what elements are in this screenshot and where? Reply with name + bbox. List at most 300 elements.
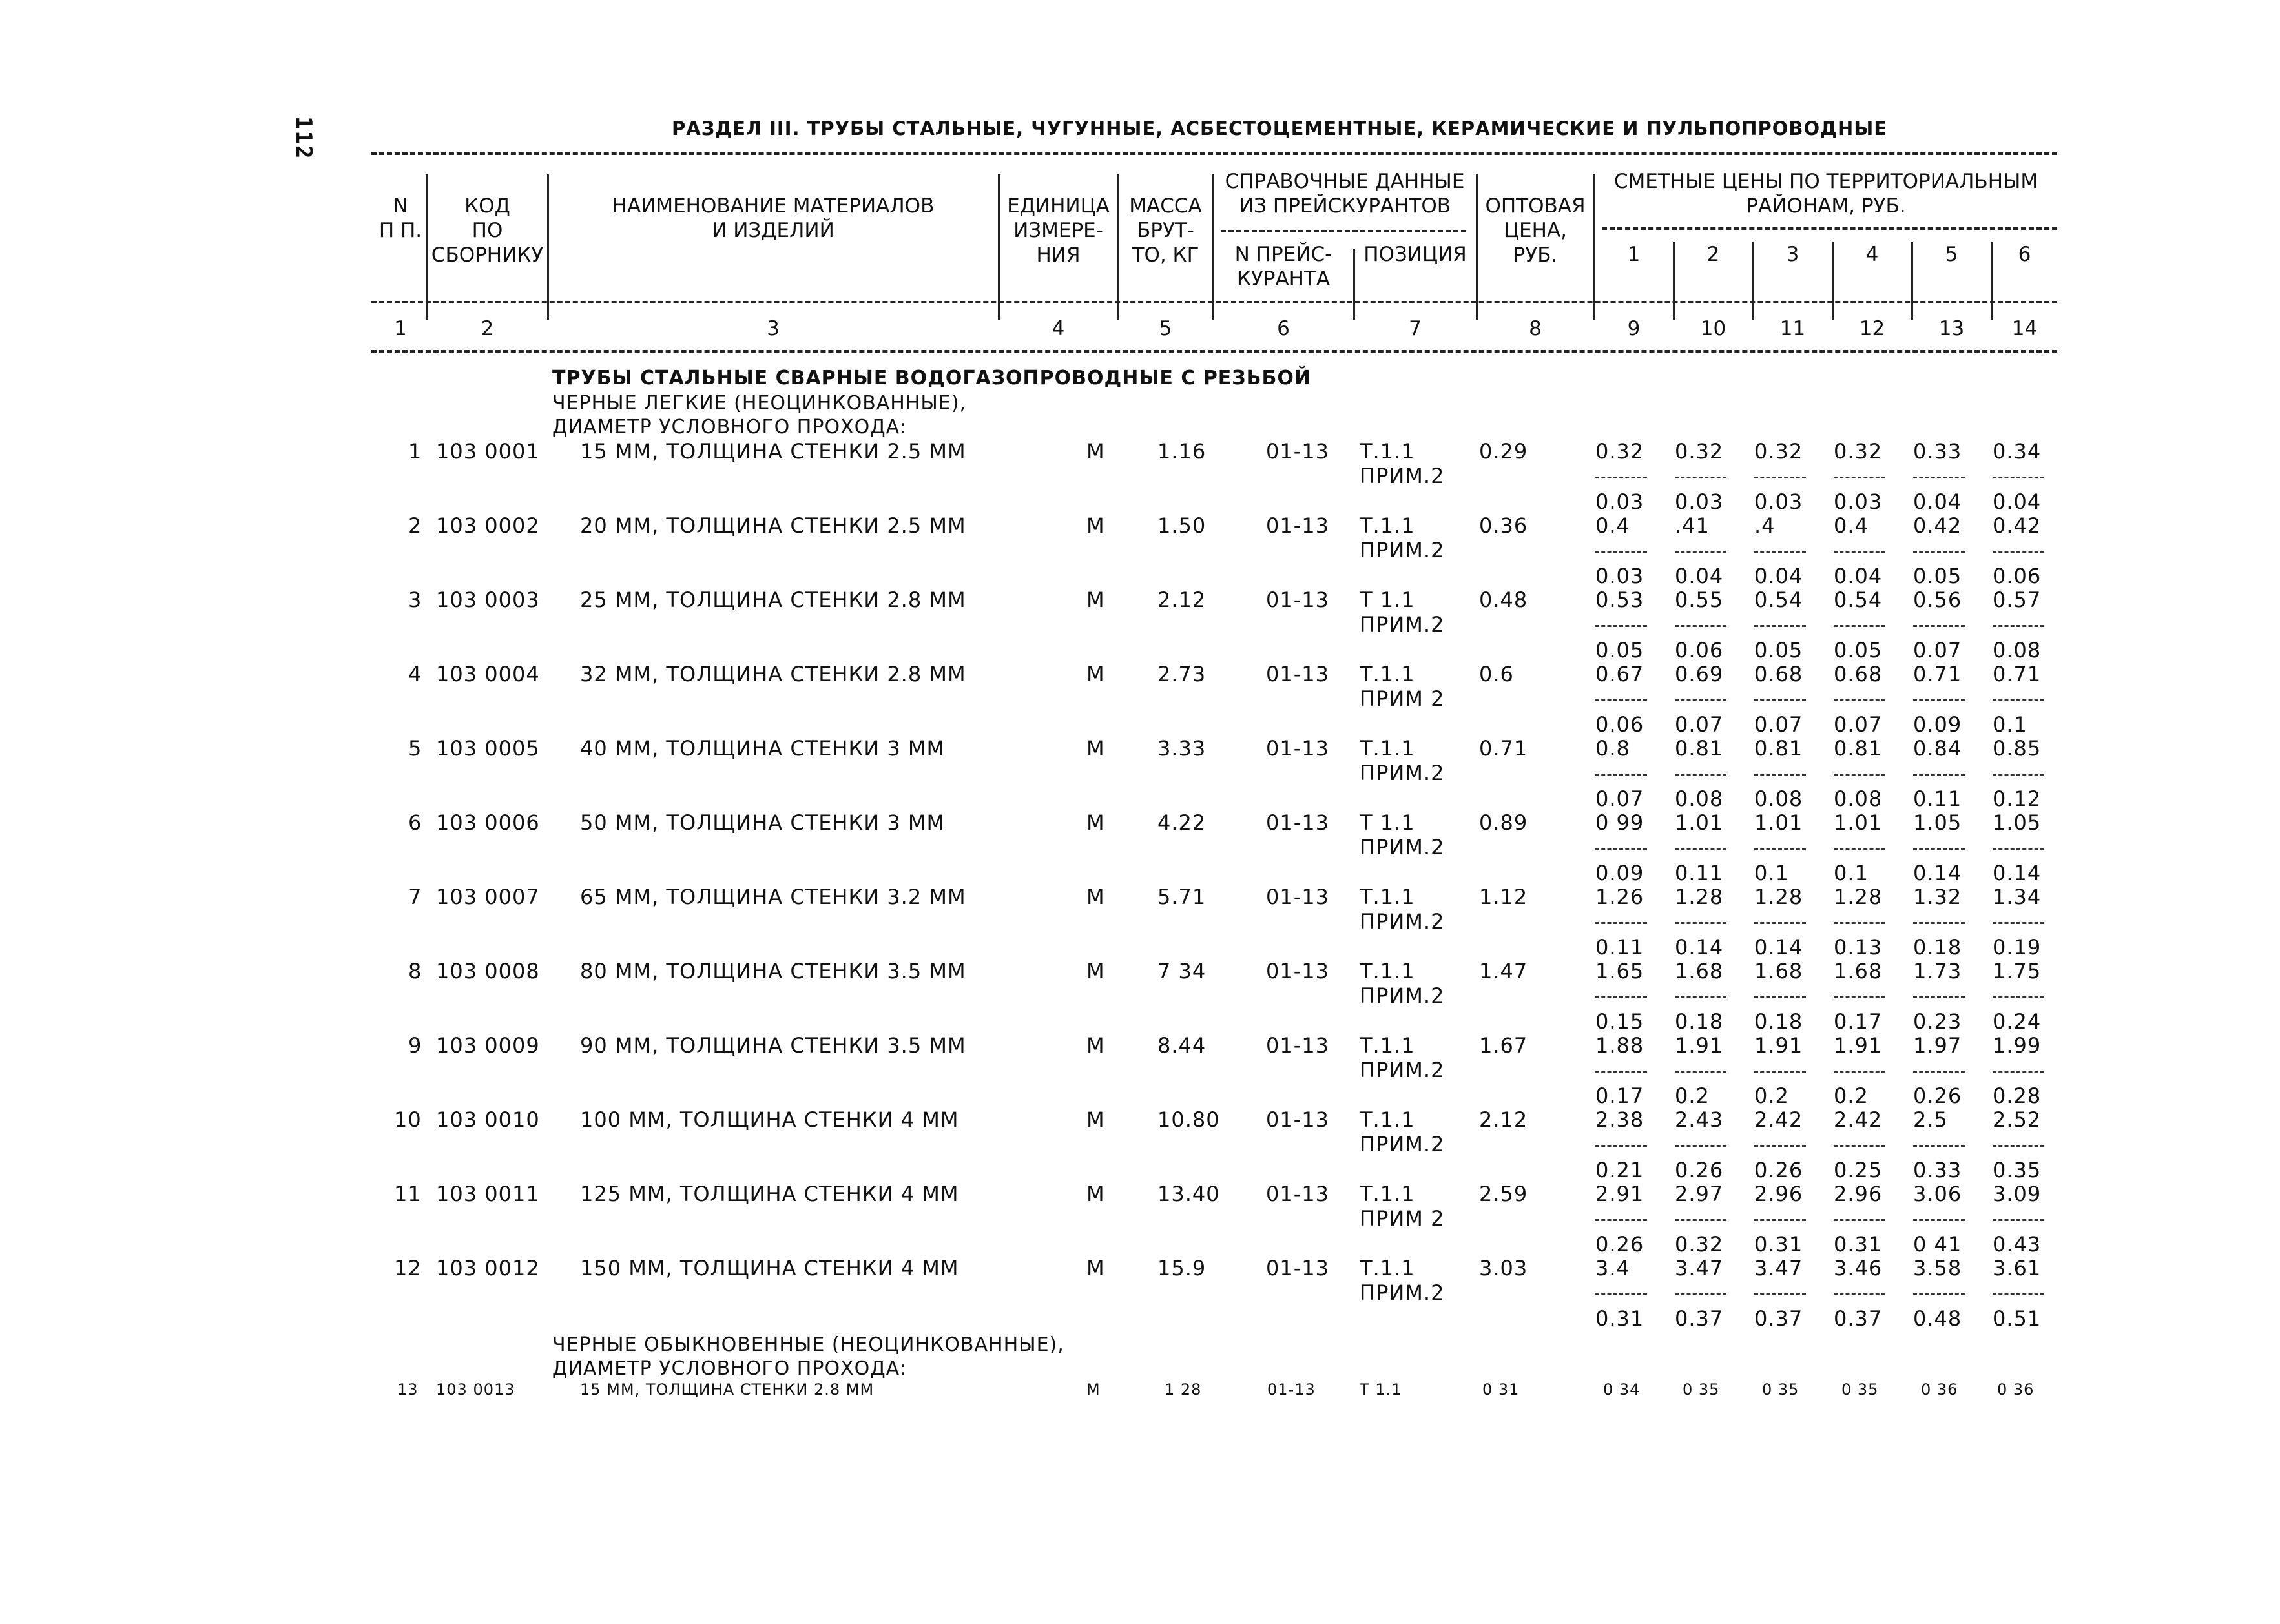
row-pricelist: 01-13	[1267, 1381, 1316, 1399]
colnum: 5	[1159, 317, 1172, 340]
row-region-extra-6: 0.43	[1993, 1232, 2042, 1257]
row-n: 12	[394, 1256, 422, 1280]
row-position: Т.1.1	[1360, 439, 1415, 464]
row-pricelist: 01-13	[1266, 959, 1329, 983]
fraction-line	[1834, 477, 1885, 478]
row-code: 103 0012	[436, 1256, 540, 1280]
fraction-line	[1675, 551, 1726, 553]
row-mass: 2.12	[1157, 588, 1207, 612]
fraction-line	[1754, 551, 1806, 553]
row-region-price-3: 1.91	[1754, 1033, 1803, 1058]
row-name: 80 ММ, ТОЛЩИНА СТЕНКИ 3.5 ММ	[580, 959, 966, 983]
row-region-extra-2: 0.06	[1675, 638, 1724, 663]
row-region-price-5: 3.58	[1913, 1256, 1962, 1280]
row-name: 20 ММ, ТОЛЩИНА СТЕНКИ 2.5 ММ	[580, 513, 966, 538]
row-region-extra-2: 0.14	[1675, 935, 1724, 960]
row-position: Т.1.1	[1360, 959, 1415, 983]
fraction-line	[1675, 699, 1726, 701]
row-n: 3	[408, 588, 422, 612]
row-region-price-2: 0.32	[1675, 439, 1724, 464]
row-unit: М	[1086, 439, 1105, 464]
row-unit: М	[1086, 588, 1105, 612]
row-position: Т.1.1	[1360, 1107, 1415, 1132]
fraction-line	[1913, 477, 1965, 478]
fraction-line	[1675, 625, 1726, 627]
row-region-extra-5: 0.48	[1913, 1306, 1962, 1331]
fraction-line	[1993, 625, 2044, 627]
header-region-4: 4	[1865, 243, 1879, 266]
row-position: Т.1.1	[1360, 736, 1415, 761]
fraction-line	[1675, 848, 1726, 850]
row-code: 103 0005	[436, 736, 540, 761]
fraction-line	[1595, 1293, 1647, 1295]
table-row	[0, 736, 2280, 810]
row-region-extra-6: 0.35	[1993, 1158, 2042, 1182]
row-mass: 2.73	[1157, 662, 1207, 686]
header-region-6: 6	[2018, 243, 2031, 266]
table-row	[0, 885, 2280, 959]
header-region-5: 5	[1945, 243, 1958, 266]
fraction-line	[1595, 1145, 1647, 1147]
row-unit: М	[1086, 1107, 1105, 1132]
row-region-price-5: 0.56	[1913, 588, 1962, 612]
fraction-line	[1754, 699, 1806, 701]
row-pricelist: 01-13	[1266, 513, 1329, 538]
fraction-line	[1913, 1071, 1965, 1073]
row-name: 40 ММ, ТОЛЩИНА СТЕНКИ 3 ММ	[580, 736, 946, 761]
row-position: Т.1.1	[1360, 1256, 1415, 1280]
row-region-extra-5: 0.18	[1913, 935, 1962, 960]
row-region-1: 0 34	[1603, 1381, 1641, 1399]
row-region-extra-1: 0.31	[1595, 1306, 1644, 1331]
row-region-extra-1: 0.03	[1595, 564, 1644, 588]
fraction-line	[1754, 1071, 1806, 1073]
row-region-price-1: 1.88	[1595, 1033, 1644, 1058]
row-region-extra-3: 0.08	[1754, 786, 1803, 811]
row-region-extra-5: 0.11	[1913, 786, 1962, 811]
row-region-price-6: 0.57	[1993, 588, 2042, 612]
row-name: 15 ММ, ТОЛЩИНА СТЕНКИ 2.5 ММ	[580, 439, 966, 464]
row-region-price-5: 1.32	[1913, 885, 1962, 909]
row-region-price-1: 2.38	[1595, 1107, 1644, 1132]
fraction-line	[1834, 551, 1885, 553]
row-code: 103 0013	[436, 1381, 515, 1399]
fraction-line	[1595, 477, 1647, 478]
subsection-1-line-1: ЧЕРНЫЕ ЛЕГКИЕ (НЕОЦИНКОВАННЫЕ),	[552, 392, 967, 415]
row-n: 4	[408, 662, 422, 686]
table-row	[0, 588, 2280, 662]
row-region-price-6: 1.34	[1993, 885, 2042, 909]
fraction-line	[1595, 551, 1647, 553]
row-region-extra-5: 0.04	[1913, 489, 1962, 514]
fraction-line	[1595, 625, 1647, 627]
row-region-price-1: 1.26	[1595, 885, 1644, 909]
header-region-2: 2	[1706, 243, 1720, 266]
row-region-price-3: 1.28	[1754, 885, 1803, 909]
row-region-6: 0 36	[1997, 1381, 2035, 1399]
row-region-price-4: 1.91	[1834, 1033, 1883, 1058]
row-n: 2	[408, 513, 422, 538]
row-region-price-2: 0.69	[1675, 662, 1724, 686]
row-pricelist: 01-13	[1266, 1256, 1329, 1280]
fraction-line	[1993, 1071, 2044, 1073]
row-region-price-1: 2.91	[1595, 1182, 1644, 1206]
fraction-line	[1675, 996, 1726, 998]
row-region-extra-2: 0.08	[1675, 786, 1724, 811]
row-region-price-3: 1.68	[1754, 959, 1803, 983]
row-unit: М	[1086, 1182, 1105, 1206]
row-region-price-6: 0.42	[1993, 513, 2042, 538]
row-region-price-4: 1.68	[1834, 959, 1883, 983]
fraction-line	[1913, 551, 1965, 553]
row-region-extra-3: 0.31	[1754, 1232, 1803, 1257]
row-wholesale-price: 0.36	[1479, 513, 1528, 538]
row-region-extra-3: 0.14	[1754, 935, 1803, 960]
fraction-line	[1993, 774, 2044, 776]
row-name: 65 ММ, ТОЛЩИНА СТЕНКИ 3.2 ММ	[580, 885, 966, 909]
row-region-extra-4: 0.2	[1834, 1084, 1869, 1108]
row-region-extra-1: 0.03	[1595, 489, 1644, 514]
row-region-price-5: 0.33	[1913, 439, 1962, 464]
row-pricelist: 01-13	[1266, 810, 1329, 835]
page-number: 112	[291, 116, 316, 160]
row-region-extra-3: 0.37	[1754, 1306, 1803, 1331]
section-title: РАЗДЕЛ III. ТРУБЫ СТАЛЬНЫЕ, ЧУГУННЫЕ, АСБЕСТОЦЕМЕНТНЫЕ, КЕРАМИЧЕСКИЕ И ПУЛЬПОПРОВОДНЫЕ	[672, 118, 1888, 139]
row-wholesale-price: 0.48	[1479, 588, 1528, 612]
row-region-price-2: 0.55	[1675, 588, 1724, 612]
fraction-line	[1834, 774, 1885, 776]
row-unit: М	[1086, 885, 1105, 909]
colnum: 8	[1529, 317, 1542, 340]
row-name: 32 ММ, ТОЛЩИНА СТЕНКИ 2.8 ММ	[580, 662, 966, 686]
row-region-4: 0 35	[1841, 1381, 1879, 1399]
fraction-line	[1913, 848, 1965, 850]
row-unit: М	[1086, 513, 1105, 538]
row-code: 103 0002	[436, 513, 540, 538]
row-position-note: ПРИМ.2	[1360, 538, 1445, 562]
colnum: 4	[1052, 317, 1065, 340]
row-region-extra-6: 0.06	[1993, 564, 2042, 588]
row-name: 100 ММ, ТОЛЩИНА СТЕНКИ 4 ММ	[580, 1107, 959, 1132]
row-region-price-4: 0.32	[1834, 439, 1883, 464]
row-region-extra-3: 0.26	[1754, 1158, 1803, 1182]
fraction-line	[1595, 774, 1647, 776]
row-region-extra-3: 0.03	[1754, 489, 1803, 514]
row-position: Т.1.1	[1360, 513, 1415, 538]
row-name: 125 ММ, ТОЛЩИНА СТЕНКИ 4 ММ	[580, 1182, 959, 1206]
row-region-2: 0 35	[1683, 1381, 1720, 1399]
row-region-extra-2: 0.37	[1675, 1306, 1724, 1331]
table-row	[0, 810, 2280, 885]
row-region-price-2: 3.47	[1675, 1256, 1724, 1280]
fraction-line	[1675, 477, 1726, 478]
row-region-extra-3: 0.2	[1754, 1084, 1789, 1108]
row-region-extra-2: 0.04	[1675, 564, 1724, 588]
row-code: 103 0004	[436, 662, 540, 686]
row-wholesale-price: 1.67	[1479, 1033, 1528, 1058]
row-region-extra-4: 0.08	[1834, 786, 1883, 811]
row-code: 103 0006	[436, 810, 540, 835]
table-row	[0, 662, 2280, 736]
row-position: Т 1.1	[1360, 1381, 1402, 1399]
header-regions-group: СМЕТНЫЕ ЦЕНЫ ПО ТЕРРИТОРИАЛЬНЫМ РАЙОНАМ, РУБ.	[1613, 170, 2038, 218]
row-position-note: ПРИМ 2	[1360, 686, 1445, 711]
row-n: 9	[408, 1033, 422, 1058]
row-region-price-1: 3.4	[1595, 1256, 1630, 1280]
row-region-extra-2: 0.11	[1675, 861, 1724, 885]
row-mass: 1.16	[1157, 439, 1207, 464]
fraction-line	[1834, 922, 1885, 924]
row-region-price-6: 1.75	[1993, 959, 2042, 983]
row-region-price-5: 1.73	[1913, 959, 1962, 983]
fraction-line	[1595, 922, 1647, 924]
fraction-line	[1754, 625, 1806, 627]
rule-header-bottom	[371, 350, 2057, 353]
colnum: 14	[2011, 317, 2038, 340]
row-region-price-6: 3.61	[1993, 1256, 2042, 1280]
row-region-extra-4: 0.04	[1834, 564, 1883, 588]
row-pricelist: 01-13	[1266, 1182, 1329, 1206]
row-region-price-1: 0.32	[1595, 439, 1644, 464]
row-position: Т 1.1	[1360, 810, 1415, 835]
row-unit: М	[1086, 1256, 1105, 1280]
table-row	[0, 439, 2280, 513]
row-region-extra-5: 0.26	[1913, 1084, 1962, 1108]
row-position-note: ПРИМ.2	[1360, 1280, 1445, 1305]
row-position-note: ПРИМ.2	[1360, 835, 1445, 859]
row-region-price-6: 1.05	[1993, 810, 2042, 835]
row-pricelist: 01-13	[1266, 736, 1329, 761]
row-region-extra-1: 0.07	[1595, 786, 1644, 811]
header-col4: ЕДИНИЦА ИЗМЕРЕ- НИЯ	[1007, 194, 1110, 267]
fraction-line	[1993, 996, 2044, 998]
row-position-note: ПРИМ.2	[1360, 761, 1445, 785]
rule-sub	[1602, 227, 2057, 230]
fraction-line	[1754, 1145, 1806, 1147]
row-position: Т.1.1	[1360, 885, 1415, 909]
header-col1: N П П.	[378, 194, 422, 242]
row-region-extra-4: 0.17	[1834, 1009, 1883, 1034]
row-mass: 13.40	[1157, 1182, 1220, 1206]
row-region-price-2: 2.43	[1675, 1107, 1724, 1132]
row-region-extra-1: 0.11	[1595, 935, 1644, 960]
row-region-price-2: 1.68	[1675, 959, 1724, 983]
colnum: 1	[394, 317, 407, 340]
row-code: 103 0003	[436, 588, 540, 612]
row-unit: М	[1086, 1033, 1105, 1058]
row-name: 150 ММ, ТОЛЩИНА СТЕНКИ 4 ММ	[580, 1256, 959, 1280]
row-region-extra-3: 0.05	[1754, 638, 1803, 663]
row-region-price-2: 2.97	[1675, 1182, 1724, 1206]
table-row	[0, 1107, 2280, 1182]
row-region-price-1: 1.65	[1595, 959, 1644, 983]
colnum: 9	[1627, 317, 1641, 340]
row-region-price-5: 0.42	[1913, 513, 1962, 538]
fraction-line	[1754, 848, 1806, 850]
table-row	[0, 1033, 2280, 1107]
row-code: 103 0011	[436, 1182, 540, 1206]
fraction-line	[1993, 1293, 2044, 1295]
colnum: 3	[767, 317, 780, 340]
fraction-line	[1993, 922, 2044, 924]
row-region-extra-6: 0.1	[1993, 712, 2027, 737]
row-region-price-1: 0 99	[1595, 810, 1644, 835]
colnum: 6	[1277, 317, 1290, 340]
fraction-line	[1993, 1219, 2044, 1221]
row-region-price-6: 3.09	[1993, 1182, 2042, 1206]
row-code: 103 0010	[436, 1107, 540, 1132]
row-region-extra-5: 0.05	[1913, 564, 1962, 588]
row-region-price-4: 0.4	[1834, 513, 1869, 538]
row-region-price-5: 2.5	[1913, 1107, 1948, 1132]
header-col3: НАИМЕНОВАНИЕ МАТЕРИАЛОВ И ИЗДЕЛИЙ	[612, 194, 935, 242]
row-region-price-6: 2.52	[1993, 1107, 2042, 1132]
row-position: Т 1.1	[1360, 588, 1415, 612]
fraction-line	[1834, 848, 1885, 850]
row-region-extra-1: 0.17	[1595, 1084, 1644, 1108]
row-region-price-5: 1.97	[1913, 1033, 1962, 1058]
fraction-line	[1993, 1145, 2044, 1147]
colnum: 13	[1938, 317, 1965, 340]
row-region-extra-5: 0 41	[1913, 1232, 1962, 1257]
row-region-extra-2: 0.07	[1675, 712, 1724, 737]
fraction-line	[1913, 1293, 1965, 1295]
fraction-line	[1834, 996, 1885, 998]
fraction-line	[1834, 1293, 1885, 1295]
fraction-line	[1595, 848, 1647, 850]
row-mass: 10.80	[1157, 1107, 1220, 1132]
row-pricelist: 01-13	[1266, 662, 1329, 686]
row-position-note: ПРИМ.2	[1360, 983, 1445, 1008]
row-n: 8	[408, 959, 422, 983]
row-region-price-1: 0.53	[1595, 588, 1644, 612]
row-region-price-6: 0.85	[1993, 736, 2042, 761]
fraction-line	[1675, 1293, 1726, 1295]
fraction-line	[1834, 1219, 1885, 1221]
fraction-line	[1834, 625, 1885, 627]
fraction-line	[1675, 922, 1726, 924]
rule-numbers	[371, 301, 2057, 303]
row-region-extra-1: 0.21	[1595, 1158, 1644, 1182]
row-code: 103 0009	[436, 1033, 540, 1058]
header-col67: СПРАВОЧНЫЕ ДАННЫЕ ИЗ ПРЕЙСКУРАНТОВ	[1225, 170, 1465, 218]
row-region-extra-4: 0.37	[1834, 1306, 1883, 1331]
fraction-line	[1913, 774, 1965, 776]
row-mass: 1.50	[1157, 513, 1207, 538]
row-region-price-1: 0.8	[1595, 736, 1630, 761]
fraction-line	[1913, 1145, 1965, 1147]
row-mass: 15.9	[1157, 1256, 1207, 1280]
row-region-extra-6: 0.14	[1993, 861, 2042, 885]
row-region-price-1: 0.4	[1595, 513, 1630, 538]
fraction-line	[1993, 699, 2044, 701]
row-name: 50 ММ, ТОЛЩИНА СТЕНКИ 3 ММ	[580, 810, 946, 835]
fraction-line	[1993, 848, 2044, 850]
fraction-line	[1754, 922, 1806, 924]
row-region-extra-3: 0.18	[1754, 1009, 1803, 1034]
row-region-5: 0 36	[1921, 1381, 1958, 1399]
table-row	[0, 1182, 2280, 1256]
row-name: 90 ММ, ТОЛЩИНА СТЕНКИ 3.5 ММ	[580, 1033, 966, 1058]
fraction-line	[1754, 1219, 1806, 1221]
fraction-line	[1675, 1071, 1726, 1073]
row-pricelist: 01-13	[1266, 1033, 1329, 1058]
row-region-extra-6: 0.28	[1993, 1084, 2042, 1108]
row-region-extra-5: 0.33	[1913, 1158, 1962, 1182]
row-region-price-5: 0.84	[1913, 736, 1962, 761]
row-region-price-5: 1.05	[1913, 810, 1962, 835]
header-col5: МАССА БРУТ- ТО, КГ	[1129, 194, 1202, 267]
row-region-extra-2: 0.2	[1675, 1084, 1710, 1108]
row-region-extra-6: 0.12	[1993, 786, 2042, 811]
fraction-line	[1834, 699, 1885, 701]
fraction-line	[1675, 1145, 1726, 1147]
colnum: 7	[1409, 317, 1422, 340]
row-unit: М	[1086, 662, 1105, 686]
row-region-price-4: 0.81	[1834, 736, 1883, 761]
row-position-note: ПРИМ.2	[1360, 612, 1445, 637]
row-region-price-5: 3.06	[1913, 1182, 1962, 1206]
row-pricelist: 01-13	[1266, 885, 1329, 909]
row-region-price-3: 1.01	[1754, 810, 1803, 835]
row-n: 11	[394, 1182, 422, 1206]
row-wholesale-price: 0.89	[1479, 810, 1528, 835]
row-name: 15 ММ, ТОЛЩИНА СТЕНКИ 2.8 ММ	[580, 1381, 875, 1399]
header-col7: ПОЗИЦИЯ	[1363, 243, 1467, 266]
subsection-2-line-1: ЧЕРНЫЕ ОБЫКНОВЕННЫЕ (НЕОЦИНКОВАННЫЕ),	[552, 1333, 1064, 1356]
row-region-price-2: 1.91	[1675, 1033, 1724, 1058]
fraction-line	[1595, 996, 1647, 998]
row-region-extra-6: 0.19	[1993, 935, 2042, 960]
colnum: 2	[481, 317, 494, 340]
row-region-price-4: 3.46	[1834, 1256, 1883, 1280]
row-region-price-3: 3.47	[1754, 1256, 1803, 1280]
row-mass: 8.44	[1157, 1033, 1207, 1058]
header-region-3: 3	[1786, 243, 1799, 266]
header-region-1: 1	[1627, 243, 1641, 266]
row-pricelist: 01-13	[1266, 439, 1329, 464]
section-heading: ТРУБЫ СТАЛЬНЫЕ СВАРНЫЕ ВОДОГАЗОПРОВОДНЫЕ С РЕЗЬБОЙ	[552, 367, 1311, 389]
colnum: 11	[1779, 317, 1806, 340]
row-region-price-2: 1.01	[1675, 810, 1724, 835]
fraction-line	[1675, 1219, 1726, 1221]
row-wholesale-price: 2.12	[1479, 1107, 1528, 1132]
row-code: 103 0008	[436, 959, 540, 983]
colnum: 12	[1859, 317, 1885, 340]
row-wholesale-price: 1.47	[1479, 959, 1528, 983]
row-region-extra-1: 0.05	[1595, 638, 1644, 663]
fraction-line	[1993, 551, 2044, 553]
header-col2: КОД ПО СБОРНИКУ	[431, 194, 544, 267]
row-region-price-3: 0.81	[1754, 736, 1803, 761]
row-mass: 1 28	[1165, 1381, 1202, 1399]
row-region-price-2: 1.28	[1675, 885, 1724, 909]
header-col8: ОПТОВАЯ ЦЕНА, РУБ.	[1485, 194, 1586, 267]
row-region-3: 0 35	[1762, 1381, 1799, 1399]
row-region-extra-5: 0.07	[1913, 638, 1962, 663]
row-pricelist: 01-13	[1266, 1107, 1329, 1132]
fraction-line	[1754, 477, 1806, 478]
row-region-price-4: 2.42	[1834, 1107, 1883, 1132]
row-region-extra-2: 0.32	[1675, 1232, 1724, 1257]
row-region-price-3: 0.32	[1754, 439, 1803, 464]
row-wholesale-price: 2.59	[1479, 1182, 1528, 1206]
row-region-price-1: 0.67	[1595, 662, 1644, 686]
row-position-note: ПРИМ.2	[1360, 909, 1445, 934]
row-region-extra-5: 0.09	[1913, 712, 1962, 737]
row-wholesale-price: 0.71	[1479, 736, 1528, 761]
row-region-price-3: 2.96	[1754, 1182, 1803, 1206]
